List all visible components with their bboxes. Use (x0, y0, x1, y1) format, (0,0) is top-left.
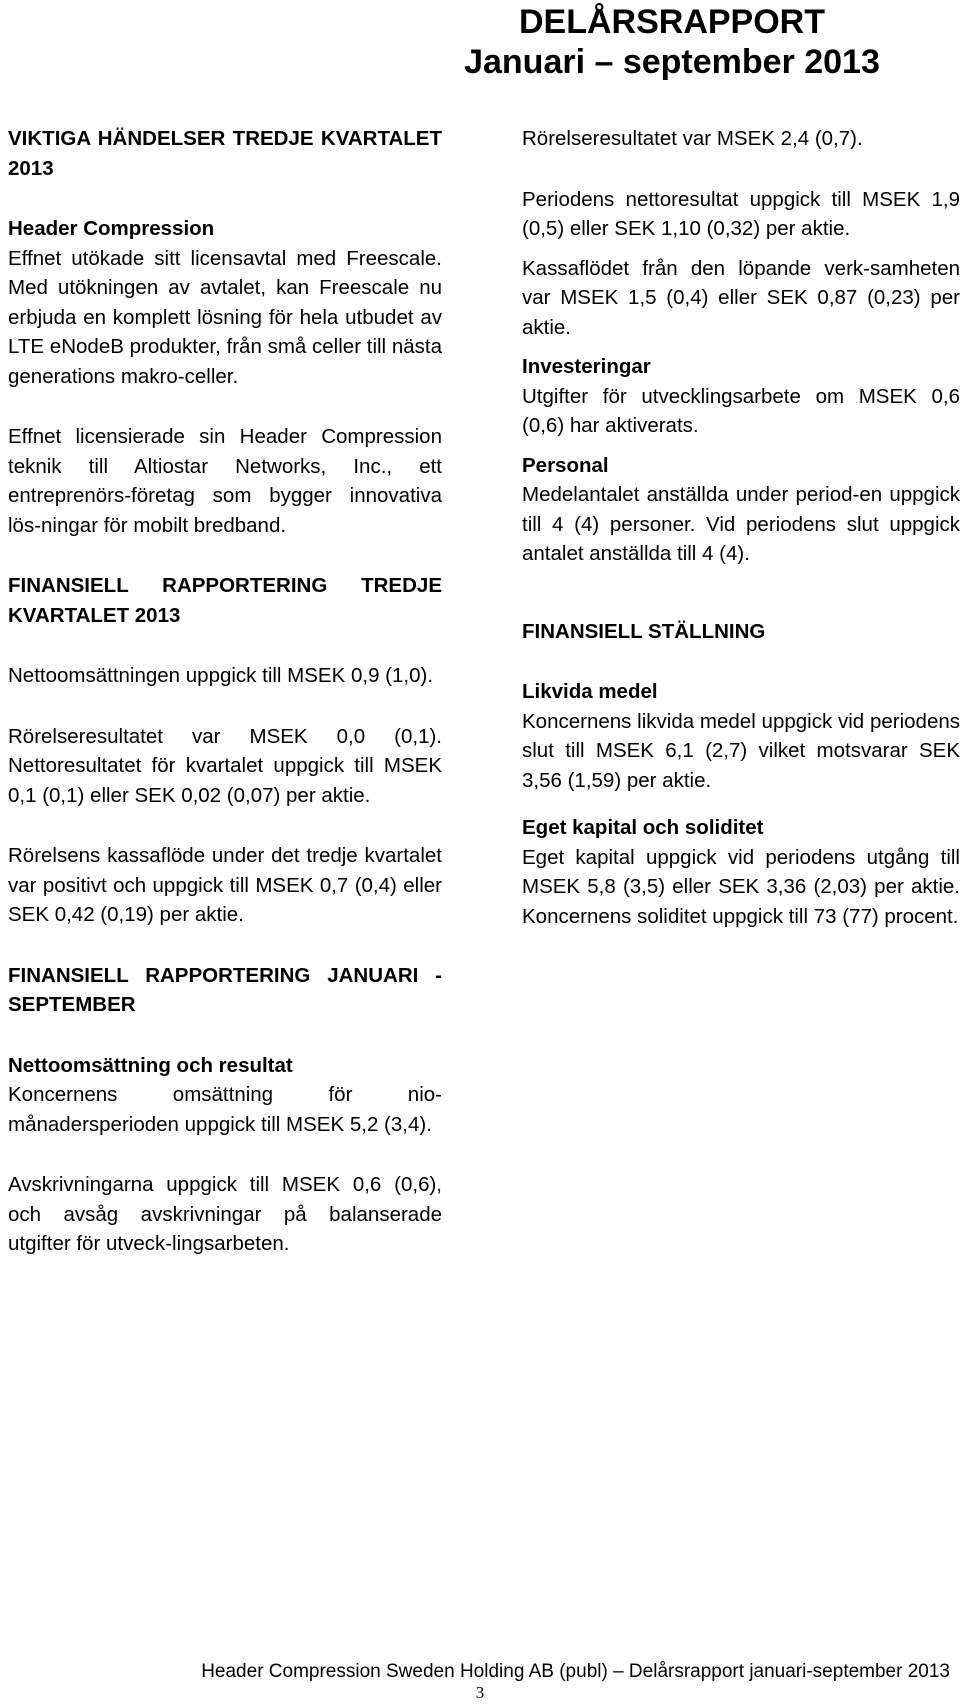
ytd-paragraph-2: Avskrivningarna uppgick till MSEK 0,6 (0,6), och avsåg avskrivningar på balanserade utgifter för utveck-lingsarbeten. (8, 1173, 442, 1255)
equity-heading: Eget kapital och soliditet (522, 816, 764, 839)
left-column (8, 124, 442, 1290)
page-number: 3 (475, 1683, 485, 1702)
investments-text: Utgifter för utvecklingsarbete om MSEK 0,6 (0,6) har aktiverats. (522, 384, 960, 437)
page-footer: Header Compression Sweden Holding AB (publ) – Delårsrapport januari-september 2013 (201, 1661, 950, 1682)
q3-paragraph-2: Rörelseresultatet var MSEK 0,0 (0,1). Nettoresultatet för kvartalet uppgick till MSEK 0,1 (0,1) eller SEK 0,02 (0,07) per aktie. (8, 724, 442, 807)
liquid-assets-heading: Likvida medel (522, 680, 658, 703)
ytd-heading: FINANSIELL RAPPORTERING JANUARI - SEPTEMBER (8, 963, 442, 1016)
hc-paragraph-2: Effnet licensierade sin Header Compression teknik till Altiostar Networks, Inc., ett entreprenörs-företag som bygger innovativa lös-ningar för mobilt bredband. (8, 425, 442, 537)
operating-result-paragraph: Rörelseresultatet var MSEK 2,4 (0,7). (522, 127, 863, 150)
personnel-text: Medelantalet anställda under period-en uppgick till 4 (4) personer. Vid periodens slut uppgick antalet anställda till 4 (4). (522, 483, 960, 565)
right-column (522, 124, 960, 962)
ytd-paragraph-1: Koncernens omsättning för nio-månadersperioden uppgick till MSEK 5,2 (3,4). (8, 1083, 442, 1136)
hc-heading: Header Compression (8, 217, 215, 240)
report-title-line2: Januari – september 2013 (464, 43, 880, 81)
hc-paragraph-1: Effnet utökade sitt licensavtal med Freescale. Med utökningen av avtalet, kan Freescale nu erbjuda en komplett lösning för hela utbudet av LTE eNodeB produkter, från små celler till nästa generations makro-celler. (8, 246, 442, 388)
financial-position-heading: FINANSIELL STÄLLNING (522, 619, 766, 643)
report-title (392, 2, 952, 82)
investments-heading: Investeringar (522, 355, 651, 378)
ytd-subheading: Nettoomsättning och resultat (8, 1053, 293, 1077)
cashflow-paragraph: Kassaflödet från den löpande verk-samheten var MSEK 1,5 (0,4) eller SEK 0,87 (0,23) per aktie. (522, 256, 960, 339)
highlights-heading: VIKTIGA HÄNDELSER TREDJE KVARTALET 2013 (8, 127, 442, 180)
report-title-line1: DELÅRSRAPPORT (518, 3, 826, 41)
personnel-heading: Personal (522, 453, 609, 477)
equity-text: Eget kapital uppgick vid periodens utgång till MSEK 5,8 (3,5) eller SEK 3,36 (2,03) per aktie. Koncernens soliditet uppgick till 73 (77) procent. (522, 845, 960, 928)
q3-paragraph-3: Rörelsens kassaflöde under det tredje kvartalet var positivt och uppgick till MSEK 0,7 (0,4) eller SEK 0,42 (0,19) per aktie. (8, 844, 442, 926)
net-result-paragraph: Periodens nettoresultat uppgick till MSEK 1,9 (0,5) eller SEK 1,10 (0,32) per aktie. (522, 187, 960, 240)
q3-heading: FINANSIELL RAPPORTERING TREDJE KVARTALET 2013 (8, 574, 442, 627)
q3-paragraph-1: Nettoomsättningen uppgick till MSEK 0,9 (1,0). (8, 664, 434, 687)
liquid-assets-text: Koncernens likvida medel uppgick vid periodens slut till MSEK 6,1 (2,7) vilket motsvarar SEK 3,56 (1,59) per aktie. (522, 709, 960, 792)
